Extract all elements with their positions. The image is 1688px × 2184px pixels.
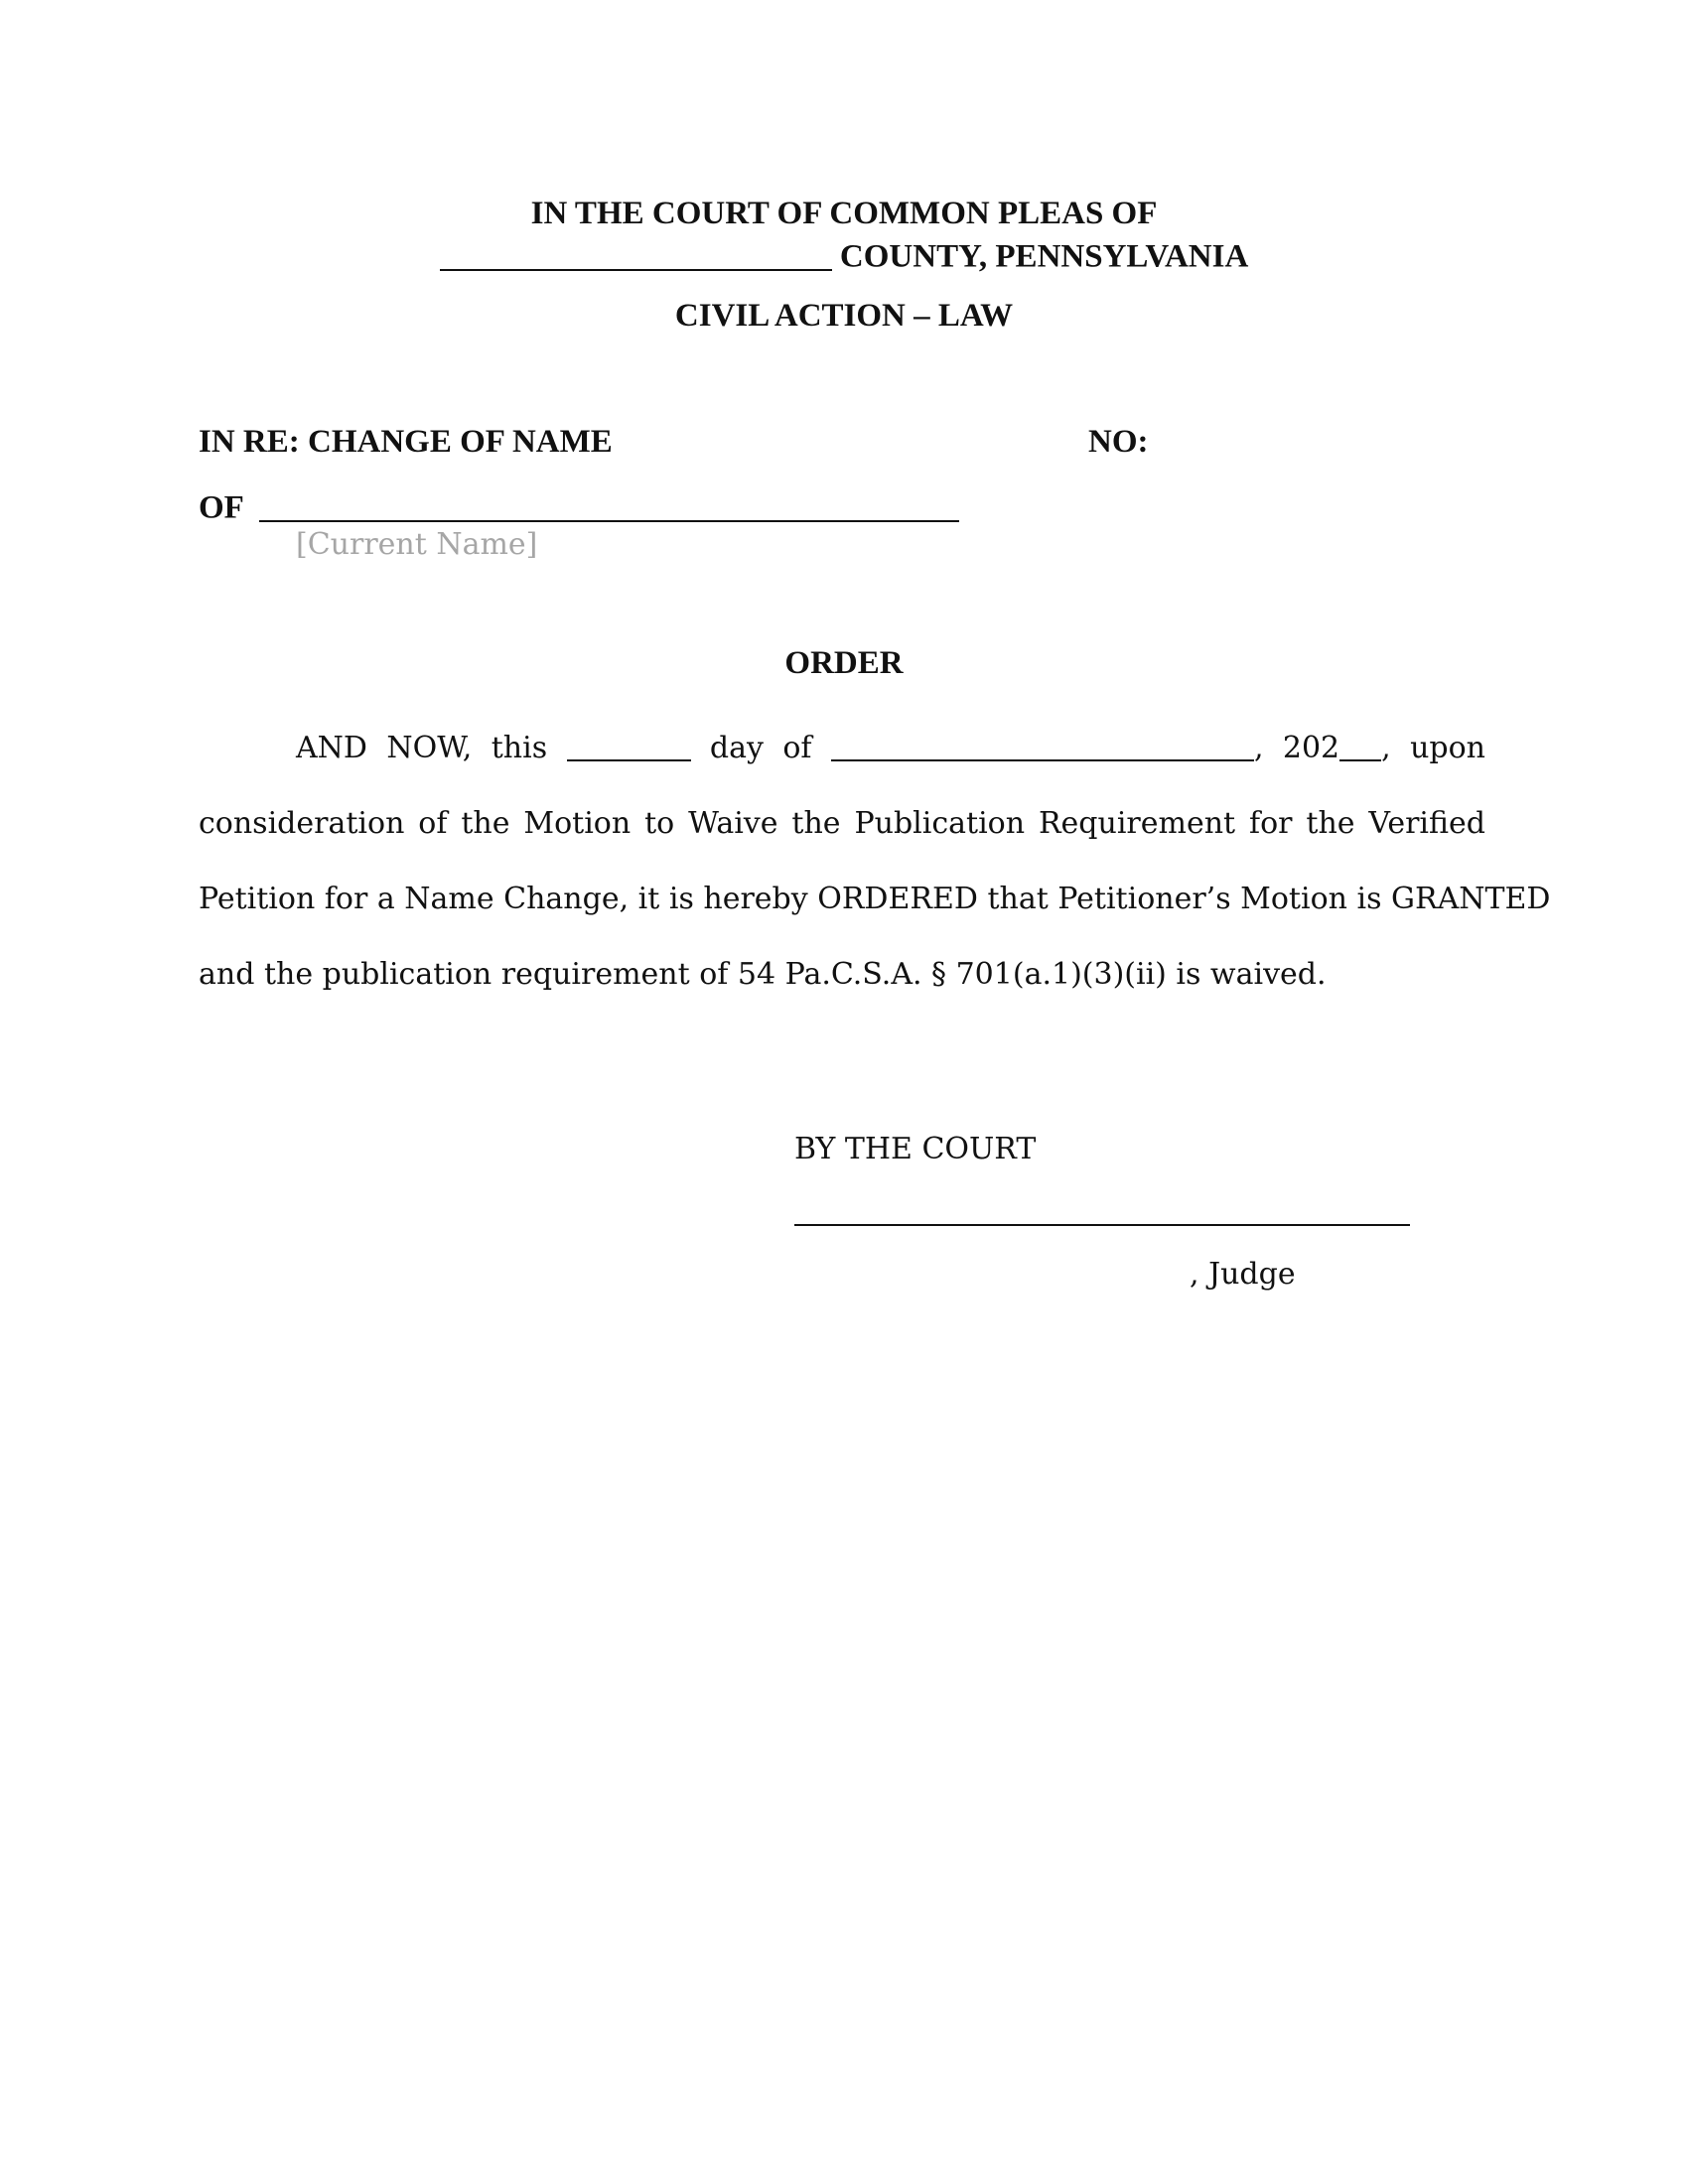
docket-number-label <box>1088 424 1149 461</box>
judge-label <box>1190 1257 1296 1292</box>
of-name-line <box>199 486 959 527</box>
by-the-court <box>794 1132 1036 1166</box>
in-re-text: IN RE: CHANGE OF NAME <box>199 424 613 460</box>
order-line-4: and the publication requirement of 54 Pa.C.S.A. § 701(a.1)(3)(ii) is waived. <box>199 957 1327 992</box>
order-line-1 <box>199 711 1485 786</box>
of-label: OF <box>199 489 243 526</box>
order-line-2: consideration of the Motion to Waive the Publication Requirement for the Verified <box>199 806 1485 841</box>
current-name-placeholder-text: [Current Name] <box>296 527 538 562</box>
current-name-blank[interactable] <box>259 490 959 522</box>
upon-text: , upon <box>1381 731 1485 765</box>
county-heading-text: COUNTY, PENNSYLVANIA <box>839 238 1249 275</box>
in-re-caption <box>199 424 613 461</box>
year-blank[interactable] <box>1339 733 1381 761</box>
current-name-placeholder <box>296 527 537 562</box>
year-prefix-text: , 202 <box>1253 731 1340 765</box>
and-now-text: AND NOW, this <box>296 731 548 765</box>
order-title <box>0 645 1688 682</box>
judge-signature-line[interactable] <box>794 1224 1410 1226</box>
day-blank[interactable] <box>567 733 691 761</box>
docket-number-text: NO: <box>1088 424 1149 460</box>
county-heading <box>0 235 1688 276</box>
day-of-text: day of <box>709 731 812 765</box>
county-blank[interactable] <box>440 239 832 271</box>
court-heading <box>0 196 1688 232</box>
order-line-3: Petition for a Name Change, it is hereby ORDERED that Petitioner’s Motion is GRANTED <box>199 882 1551 916</box>
order-body <box>199 711 1551 1013</box>
order-title-text: ORDER <box>784 645 904 681</box>
month-blank[interactable] <box>831 733 1254 761</box>
civil-action-heading <box>0 298 1688 335</box>
by-the-court-text: BY THE COURT <box>794 1132 1037 1166</box>
court-heading-text: IN THE COURT OF COMMON PLEAS OF <box>530 196 1158 231</box>
judge-label-text: , Judge <box>1190 1257 1296 1292</box>
civil-action-text: CIVIL ACTION – LAW <box>674 298 1014 334</box>
